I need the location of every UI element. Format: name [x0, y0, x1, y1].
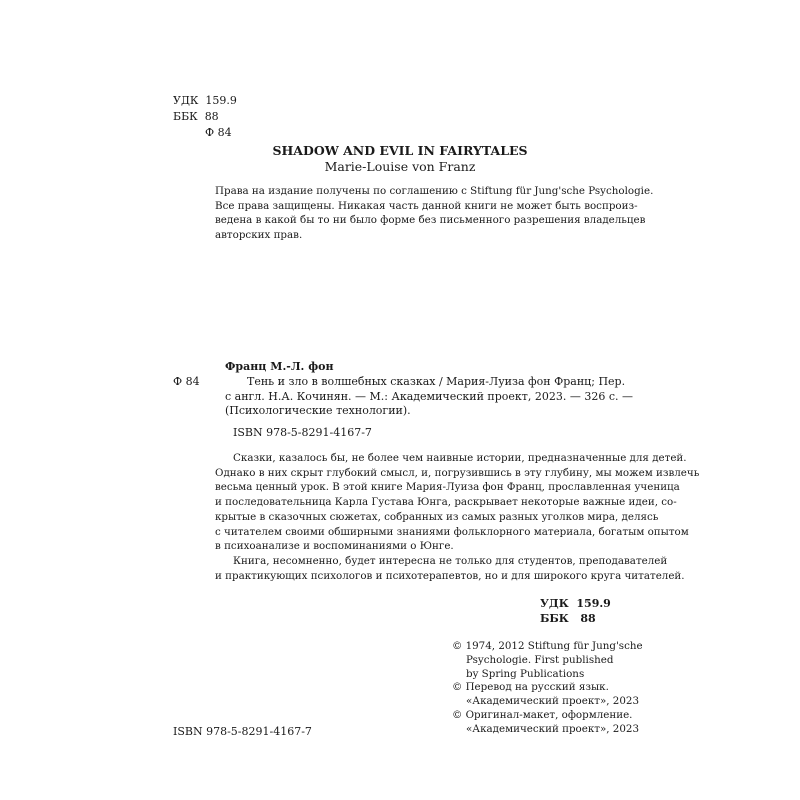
udk-bottom [540, 597, 611, 612]
udk-value: 159.9 [576, 597, 611, 610]
bbk-label: ББК [540, 612, 569, 625]
catalog-line: с англ. Н.А. Кочинян. — М.: Академический проект, 2023. — 326 с. — [225, 389, 633, 403]
annotation [215, 451, 700, 583]
annotation-line: весьма ценный урок. В этой книге Мария-Луиза фон Франц, прославленная ученица [215, 481, 680, 494]
annotation-line: и последовательница Карла Густава Юнга, раскрывает некоторые важные идеи, со- [215, 496, 677, 509]
udk-label: УДК [173, 94, 199, 107]
copyright-line: by Spring Publications [466, 667, 585, 680]
annotation-line: Однако в них скрыт глубокий смысл, и, погрузившись в эту глубину, мы можем извлечь [215, 466, 700, 479]
annotation-line: Сказки, казалось бы, не более чем наивные истории, предназначенные для детей. [233, 452, 687, 464]
annotation-line: и практикующих психологов и психотерапевтов, но и для широкого круга читателей. [215, 569, 685, 582]
udk-label: УДК [540, 597, 569, 610]
rights-line: авторских прав. [215, 229, 303, 242]
bbk-bottom [540, 612, 596, 627]
bbk-value: 88 [580, 612, 596, 625]
catalog-mark: Ф 84 [173, 375, 200, 388]
author-mark-top: Ф 84 [205, 126, 232, 139]
copyright-line: «Академический проект», 2023 [466, 695, 640, 708]
copyright-line: © Оригинал-макет, оформление. [452, 708, 633, 721]
catalog-line: Тень и зло в волшебных сказках / Мария-Луиза фон Франц; Пер. [247, 375, 626, 388]
copyright-line: © 1974, 2012 Stiftung für Jung'sche [452, 640, 643, 652]
copyright-block [452, 640, 643, 737]
copyright-line: © Перевод на русский язык. [452, 681, 609, 694]
udk-value: 159.9 [205, 94, 237, 107]
annotation-line: крытые в сказочных сюжетах, собранных из самых разных уголков мира, делясь [215, 510, 659, 523]
catalog-author-heading: Франц М.-Л. фон [225, 360, 334, 373]
bottom-isbn: ISBN 978-5-8291-4167-7 [173, 725, 312, 738]
bbk-value: 88 [204, 110, 219, 123]
catalog-isbn: ISBN 978-5-8291-4167-7 [233, 426, 372, 439]
rights-notice [215, 184, 654, 243]
catalog-description [225, 375, 633, 419]
annotation-line: Книга, несомненно, будет интересна не только для студентов, преподавателей [233, 554, 668, 567]
original-title: SHADOW AND EVIL IN FAIRYTALES [272, 143, 528, 158]
catalog-line: (Психологические технологии). [225, 404, 411, 418]
rights-line: Все права защищены. Никакая часть данной книги не может быть воспроиз- [215, 199, 638, 212]
original-author: Marie-Louise von Franz [324, 159, 476, 174]
bbk-top [173, 110, 219, 125]
copyright-line: Psychologie. First published [466, 653, 614, 666]
rights-line: Права на издание получены по соглашению с Stiftung für Jung'sche Psychologie. [215, 185, 654, 197]
annotation-line: в психоанализе и воспоминаниями о Юнге. [215, 540, 454, 553]
annotation-line: с читателем своими обширными знаниями фольклорного материала, богатым опытом [215, 525, 689, 538]
bbk-label: ББК [173, 110, 198, 123]
copyright-line: «Академический проект», 2023 [466, 722, 640, 735]
udk-top [173, 94, 237, 109]
rights-line: ведена в какой бы то ни было форме без письменного разрешения владельцев [215, 214, 646, 227]
